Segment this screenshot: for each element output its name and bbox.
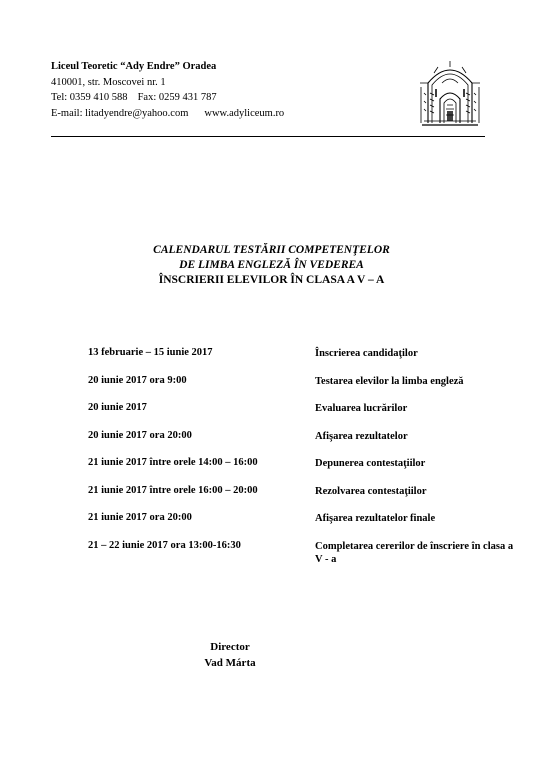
signature-name: Vad Márta [204, 656, 256, 669]
schedule-row [88, 402, 508, 430]
schedule-activity: Evaluarea lucrărilor [315, 403, 408, 414]
schedule-activity: Înscrierea candidaţilor [315, 348, 418, 359]
website-url: www.adyliceum.ro [204, 107, 285, 119]
schedule-activity: Rezolvarea contestaţiilor [315, 485, 427, 497]
schedule-row [88, 457, 508, 485]
schedule-list [88, 347, 514, 567]
schedule-date: 21 iunie 2017 între orele 14:00 – 16:00 [88, 457, 258, 468]
schedule-row [88, 539, 514, 568]
title-line-3: ÎNSCRIERII ELEVILOR ÎN CLASA A V – A [158, 274, 385, 286]
letterhead-divider [51, 136, 485, 137]
phone-fax-line [51, 90, 441, 106]
schedule-activity: Afişarea rezultatelor finale [315, 513, 436, 524]
phone-number: Tel: 0359 410 588 [51, 92, 128, 103]
schedule-row [88, 512, 508, 540]
schedule-date: 21 iunie 2017 ora 20:00 [88, 512, 192, 523]
email-website-line [51, 106, 441, 122]
schedule-activity: Testarea elevilor la limba engleză [315, 375, 464, 387]
schedule-row [88, 375, 508, 403]
schedule-row [88, 430, 508, 458]
title-line-2: DE LIMBA ENGLEZĂ ÎN VEDEREA [179, 259, 364, 271]
schedule-activity: Completarea cererilor de înscriere în clasa a V - a [315, 540, 514, 565]
title-line-1: CALENDARUL TESTĂRII COMPETENŢELOR [153, 244, 390, 256]
schedule-row [88, 347, 508, 375]
email-address: E-mail: litadyendre@yahoo.com [51, 107, 189, 119]
document-title [0, 243, 543, 288]
school-address: 410001, str. Moscovei nr. 1 [51, 76, 166, 88]
signature-block [0, 640, 543, 671]
schedule-activity: Depunerea contestaţiilor [315, 458, 426, 469]
schedule-date: 21 – 22 iunie 2017 ora 13:00-16:30 [88, 539, 241, 551]
schedule-date: 13 februarie – 15 iunie 2017 [88, 347, 213, 358]
schedule-activity: Afişarea rezultatelor [315, 430, 408, 442]
signature-role: Director [210, 641, 250, 653]
school-name: Liceul Teoretic “Ady Endre” Oradea [51, 61, 217, 72]
fax-number: Fax: 0259 431 787 [137, 92, 217, 103]
schedule-row [88, 485, 508, 513]
letterhead [51, 59, 441, 121]
schedule-date: 20 iunie 2017 ora 9:00 [88, 374, 187, 386]
schedule-date: 20 iunie 2017 [88, 402, 147, 413]
school-building-sketch-icon [418, 53, 482, 127]
schedule-date: 21 iunie 2017 între orele 16:00 – 20:00 [88, 484, 258, 496]
schedule-date: 20 iunie 2017 ora 20:00 [88, 429, 192, 441]
